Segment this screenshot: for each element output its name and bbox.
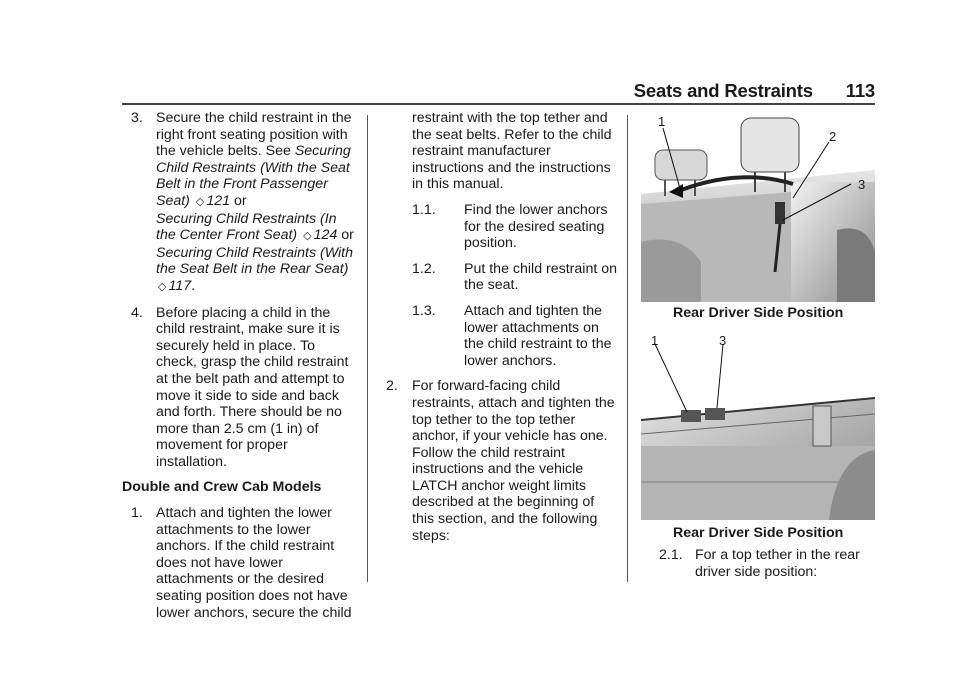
page-ref-icon: ◇ — [303, 230, 312, 243]
step-number: 3. — [131, 110, 143, 126]
continued-text: restraint with the top tether and the seat belts. Refer to the child restraint manufacturer instructions and the instructions in this manual. — [412, 110, 612, 193]
step-text: Attach and tighten the lower attachments to the lower anchors. If the child restraint does not have lower attachments or the desired seating position does not have lower anchors, secure the child — [156, 505, 352, 621]
substep-item — [659, 547, 875, 580]
step-text: Attach and tighten the lower attachments on the child restraint to the lower anchors. — [464, 302, 612, 369]
page-reference[interactable]: 121 — [206, 192, 231, 209]
step-text: For a top tether in the rear driver side position: — [695, 547, 860, 580]
conjunction: or — [230, 192, 247, 209]
figure-2-callout-1: 1 — [651, 333, 659, 348]
page-reference[interactable]: 117 — [168, 277, 192, 294]
figure-1-callout-1: 1 — [658, 114, 666, 129]
running-header — [634, 80, 875, 102]
page-ref-icon: ◇ — [195, 195, 205, 208]
column-2 — [386, 110, 618, 553]
figure-1-callout-3: 3 — [858, 177, 866, 192]
figure-caption: Rear Driver Side Position — [673, 525, 844, 541]
cross-reference-link[interactable]: Securing Child Restraints (With the Seat Belt in the Front Passenger Seat) — [156, 143, 351, 209]
substep-2-1 — [659, 547, 875, 589]
step-text: Before placing a child in the child restraint, make sure it is securely held in place. To check, grasp the child restraint at the belt path and attempt to move it side to side and back and forth. There should be no more than 2.5 cm (1 in) of movement for proper installation. — [156, 304, 349, 470]
column-divider — [367, 115, 368, 582]
step-3 — [126, 110, 358, 296]
cross-reference-link[interactable]: Securing Child Restraints (With the Seat Belt in the Rear Seat) — [156, 244, 353, 278]
figure-1-callout-2: 2 — [829, 129, 837, 144]
step-text: For forward-facing child restraints, attach and tighten the top tether to the top tether anchor, if your vehicle has one. Follow the child restraint instructions and the vehicle LATCH anchor weight limits described at the beginning of this section, and the following steps: — [412, 378, 615, 544]
step-number: 1.1. — [412, 201, 436, 218]
punctuation: . — [191, 277, 196, 294]
step-number: 1.3. — [412, 302, 436, 319]
conjunction: or — [337, 227, 354, 244]
section-title: Seats and Restraints — [633, 80, 813, 101]
cross-reference-link[interactable]: Securing Child Restraints (In the Center Front Seat) — [156, 210, 337, 244]
step-number: 2. — [386, 378, 398, 395]
substep-1-2 — [386, 261, 618, 294]
step-4 — [126, 305, 358, 471]
step-text: Put the child restraint on the seat. — [464, 260, 617, 294]
page-number: 113 — [845, 80, 875, 101]
step-number: 1. — [131, 505, 143, 522]
substep-1-1 — [386, 202, 618, 252]
rear-seat-latch-illustration — [641, 336, 875, 520]
figure-2-callout-3: 3 — [719, 333, 727, 348]
column-divider — [627, 115, 628, 582]
column-1 — [122, 110, 358, 630]
page-reference[interactable]: 124 — [313, 227, 338, 244]
step-number: 4. — [131, 304, 143, 321]
page-ref-icon: ◇ — [158, 280, 167, 293]
section-heading: Double and Crew Cab Models — [122, 479, 322, 496]
step-text: Secure the child restraint in the right front seating position with the vehicle belts. See — [156, 110, 352, 160]
step-text: Find the lower anchors for the desired seating position. — [464, 201, 608, 252]
step-1 — [126, 505, 358, 621]
step-number: 2.1. — [659, 547, 683, 563]
figure-caption: Rear Driver Side Position — [673, 305, 844, 321]
rear-seat-tether-illustration — [641, 112, 875, 302]
step-2 — [386, 378, 618, 544]
step-number: 1.2. — [412, 260, 436, 277]
substep-1-3 — [386, 303, 618, 369]
header-rule — [122, 103, 875, 105]
